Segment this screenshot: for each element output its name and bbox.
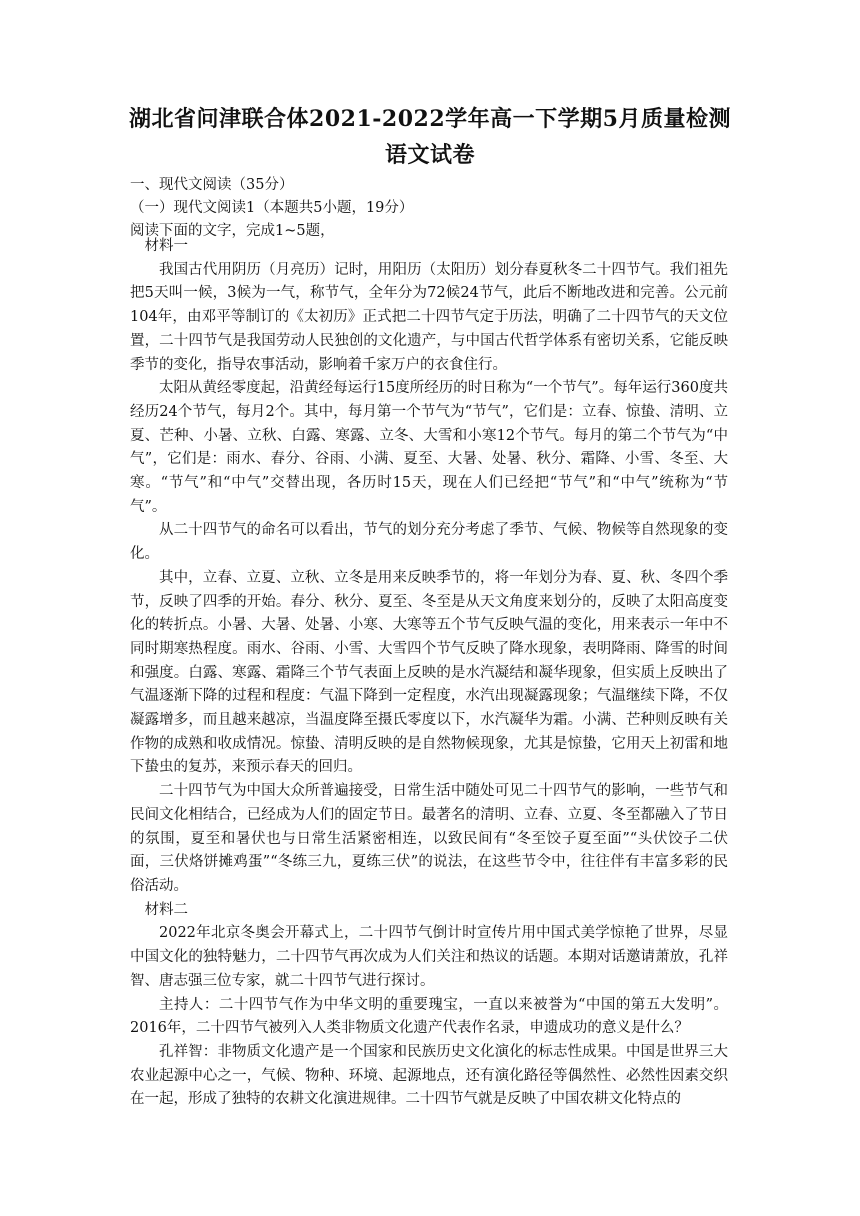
subsection-heading: （一）现代文阅读1（本题共5小题，19分）: [130, 200, 414, 216]
paragraph: 二十四节气为中国大众所普遍接受，日常生活中随处可见二十四节气的影响，一些节气和民间文化相结合，已经成为人们的固定节日。最著名的清明、立春、立夏、冬至都融入了节日的氛围，夏至和暑伏也与日常生活紧密相连，以致民间有“冬至饺子夏至面”“头伏饺子二伏面，三伏烙饼摊鸡蛋”“冬练三九，夏练三伏”的说法，在这些节令中，往往伴有丰富多彩的民俗活动。: [130, 783, 728, 894]
material-label: 材料一: [144, 238, 188, 254]
paragraph: 2022年北京冬奥会开幕式上，二十四节气倒计时宣传片用中国式美学惊艳了世界，尽显中国文化的独特魅力，二十四节气再次成为人们关注和热议的话题。本期对话邀请萧放，孔祥智、唐志强三位专家，就二十四节气进行探讨。: [130, 925, 728, 989]
paragraph: 从二十四节气的命名可以看出，节气的划分充分考虑了季节、气候、物候等自然现象的变化。: [130, 522, 728, 563]
instruction-text: 阅读下面的文字，完成1~5题，: [130, 223, 335, 239]
paragraph: 我国古代用阴历（月亮历）记时，用阳历（太阳历）划分春夏秋冬二十四节气。我们祖先把5天叫一候，3候为一气，称节气，全年分为72候24节气，此后不断地改进和完善。公元前104年，由邓平等制订的《太初历》正式把二十四节气定于历法，明确了二十四节气的天文位置，二十四节气是我国劳动人民独创的文化遗产，与中国古代哲学体系有密切关系，它能反映季节的变化，指导农事活动，影响着千家万户的衣食住行。: [130, 261, 728, 373]
paragraph: 孔祥智：非物质文化遗产是一个国家和民族历史文化演化的标志性成果。中国是世界三大农业起源中心之一，气候、物种、环境、起源地点，还有演化路径等偶然性、必然性因素交织在一起，形成了独特的农耕文化演进规律。二十四节气就是反映了中国农耕文化特点的: [130, 1043, 728, 1108]
section-heading: 一、现代文阅读（35分）: [130, 177, 294, 193]
paragraph: 其中，立春、立夏、立秋、立冬是用来反映季节的，将一年划分为春、夏、秋、冬四个季节，反映了四季的开始。春分、秋分、夏至、冬至是从天文角度来划分的，反映了太阳高度变化的转折点。小暑、大暑、处暑、小寒、大寒等五个节气反映气温的变化，用来表示一年中不同时期寒热程度。雨水、谷雨、小雪、大雪四个节气反映了降水现象，表明降雨、降雪的时间和强度。白露、寒露、霜降三个节气表面上反映的是水汽凝结和凝华现象，但实质上反映出了气温逐渐下降的过程和程度：气温下降到一定程度，水汽出现凝露现象；气温继续下降，不仅凝露增多，而且越来越凉，当温度降至摄氏零度以下，水汽凝华为霜。小满、芒种则反映有关作物的成熟和收成情况。惊蛰、清明反映的是自然物候现象，尤其是惊蛰，它用天上初雷和地下蛰虫的复苏，来预示春天的回归。: [130, 569, 728, 776]
reading-passage: [130, 235, 728, 1112]
paragraph: 太阳从黄经零度起，沿黄经每运行15度所经历的时日称为“一个节气”。每年运行360度共经历24个节气，每月2个。其中，每月第一个节气为“节气”，它们是：立春、惊蛰、清明、立夏、芒种、小暑、立秋、白露、寒露、立冬、大雪和小寒12个节气。每月的第二个节气为“中气”，它们是：雨水、春分、谷雨、小满、夏至、大暑、处暑、秋分、霜降、小雪、冬至、大寒。“节气”和“中气”交替出现，各历时15天，现在人们已经把“节气”和“中气”统称为“节气”。: [130, 380, 728, 515]
exam-subtitle: 语文试卷: [384, 142, 475, 168]
paragraph: 主持人：二十四节气作为中华文明的重要瑰宝，一直以来被誉为“中国的第五大发明”。2016年，二十四节气被列入人类非物质文化遗产代表作名录，申遗成功的意义是什么？: [130, 996, 728, 1037]
exam-title: 湖北省问津联合体2021-2022学年高一下学期5月质量检测: [129, 106, 731, 132]
material-label: 材料二: [144, 901, 188, 918]
